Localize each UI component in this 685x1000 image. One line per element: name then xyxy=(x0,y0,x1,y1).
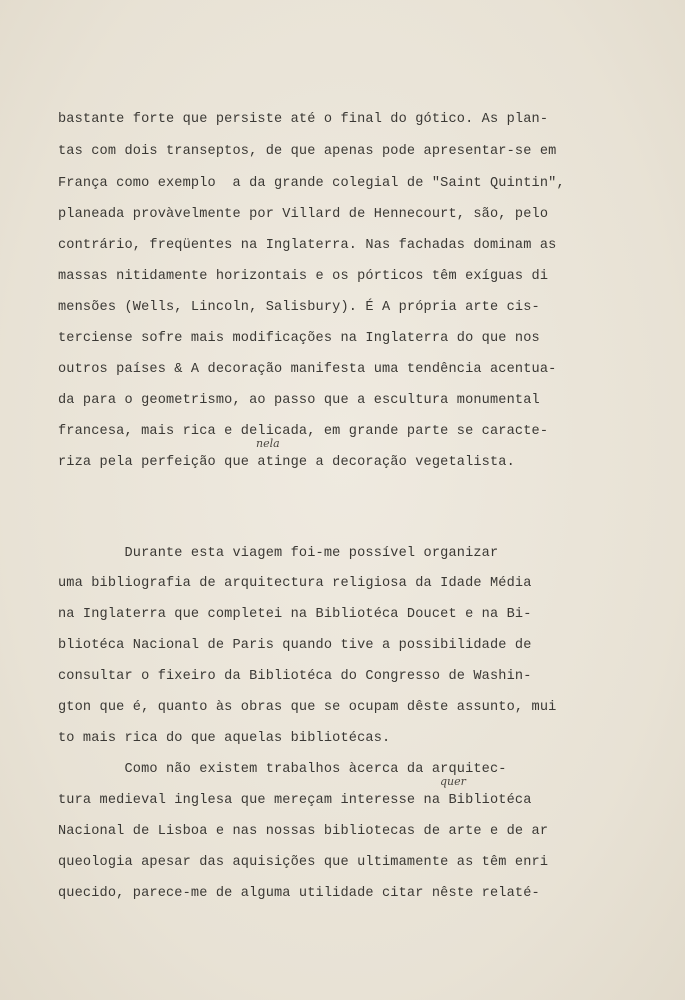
text-line: riza pela perfeição que atinge a decoração vegetalista. xyxy=(58,455,515,470)
text-line: mensões (Wells, Lincoln, Salisbury). É A própria arte cis- xyxy=(58,300,540,315)
text-line: outros países & A decoração manifesta uma tendência acentua- xyxy=(58,362,557,377)
text-line: Durante esta viagem foi-me possível organizar xyxy=(58,546,499,561)
text-line: contrário, freqüentes na Inglaterra. Nas fachadas dominam as xyxy=(58,238,557,253)
text-line: queologia apesar das aquisições que ultimamente as têm enri xyxy=(58,855,549,870)
handwritten-insertion: nela xyxy=(256,437,280,450)
text-line: terciense sofre mais modificações na Inglaterra do que nos xyxy=(58,331,540,346)
text-line: francesa, mais rica e delicada, em grande parte se caracte- xyxy=(58,424,549,439)
text-line: bastante forte que persiste até o final do gótico. As plan- xyxy=(58,112,549,127)
text-line: to mais rica do que aquelas bibliotécas. xyxy=(58,731,391,746)
text-line: tas com dois transeptos, de que apenas pode apresentar-se em xyxy=(58,144,557,159)
text-line: massas nitidamente horizontais e os pórticos têm exíguas di xyxy=(58,269,549,284)
text-line: tura medieval inglesa que mereçam interesse na Bibliotéca xyxy=(58,793,532,808)
text-line: Nacional de Lisboa e nas nossas bibliotecas de arte e de ar xyxy=(58,824,549,839)
text-line: França como exemplo a da grande colegial de "Saint Quintin", xyxy=(58,176,565,191)
text-line: bliotéca Nacional de Paris quando tive a possibilidade de xyxy=(58,638,532,653)
text-line: consultar o fixeiro da Bibliotéca do Congresso de Washin- xyxy=(58,669,532,684)
text-line: na Inglaterra que completei na Bibliotéca Doucet e na Bi- xyxy=(58,607,532,622)
text-line: Como não existem trabalhos àcerca da arquitec- xyxy=(58,762,507,777)
handwritten-insertion: quer xyxy=(440,775,466,788)
text-line: gton que é, quanto às obras que se ocupam dêste assunto, mui xyxy=(58,700,557,715)
text-line: quecido, parece-me de alguma utilidade citar nêste relaté- xyxy=(58,886,540,901)
text-line: planeada provàvelmente por Villard de Hennecourt, são, pelo xyxy=(58,207,549,222)
text-line: da para o geometrismo, ao passo que a escultura monumental xyxy=(58,393,540,408)
text-line: uma bibliografia de arquitectura religiosa da Idade Média xyxy=(58,576,532,591)
